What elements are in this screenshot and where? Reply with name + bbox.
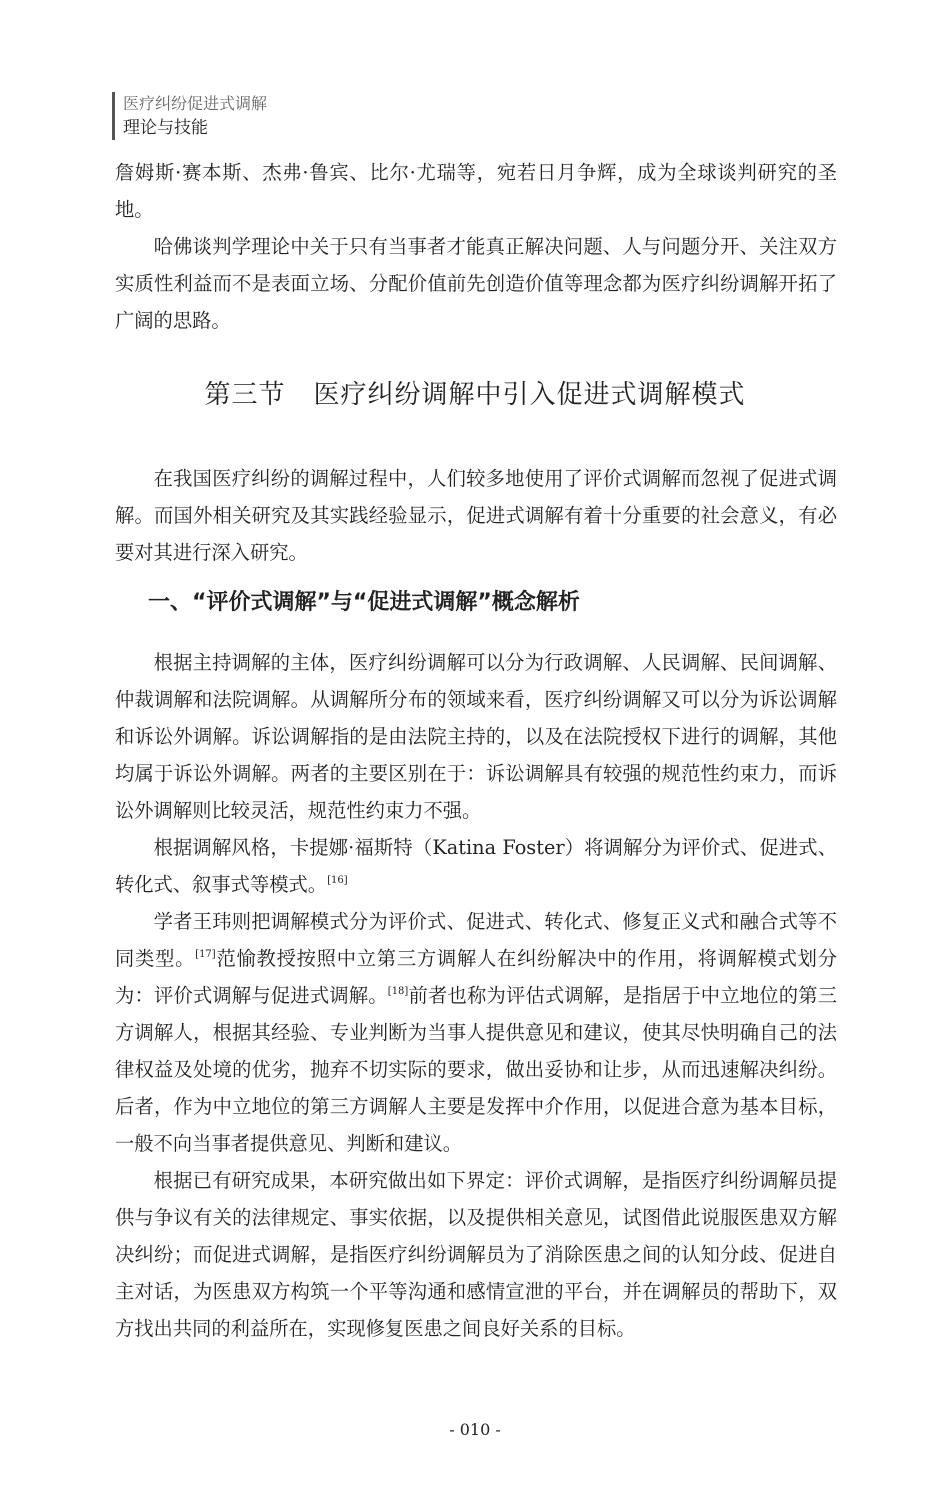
paragraph: 哈佛谈判学理论中关于只有当事者才能真正解决问题、人与问题分开、关注双方实质性利益而不是表面立场、分配价值前先创造价值等理念都为医疗纠纷调解开拓了广阔的思路。 (115, 235, 837, 332)
continued-text (115, 154, 837, 339)
book-subtitle: 理论与技能 (123, 118, 208, 138)
paragraph: 在我国医疗纠纷的调解过程中，人们较多地使用了评价式调解而忽视了促进式调解。而国外相关研究及其实践经验显示，促进式调解有着十分重要的社会意义，有必要对其进行深入研究。 (115, 467, 837, 564)
running-head (112, 92, 267, 140)
paragraph-text: 范愉教授按照中立第三方调解人在纠纷解决中的作用，将调解模式划分为：评价式调解与促进式调解。 (115, 947, 838, 1007)
citation-16: [16] (327, 875, 348, 886)
paragraph: 根据主持调解的主体，医疗纠纷调解可以分为行政调解、人民调解、民间调解、仲裁调解和法院调解。从调解所分布的领域来看，医疗纠纷调解又可以分为诉讼调解和诉讼外调解。诉讼调解指的是由法院主持的，以及在法院授权下进行的调解，其他均属于诉讼外调解。两者的主要区别在于：诉讼调解具有较强的规范性约束力，而诉讼外调解则比较灵活，规范性约束力不强。 (115, 651, 837, 822)
subsection-heading: 一、“评价式调解”与“促进式调解”概念解析 (148, 590, 580, 615)
citation-18: [18] (387, 986, 409, 997)
section-number: 第三节 (204, 380, 286, 410)
section-intro (115, 460, 837, 571)
section-heading (0, 375, 950, 415)
citation-17: [17] (195, 949, 216, 960)
book-title: 医疗纠纷促进式调解 (123, 94, 268, 113)
page-number: - 010 - (449, 1420, 501, 1439)
paragraph: 詹姆斯·赛本斯、杰弗·鲁宾、比尔·尤瑞等，宛若日月争辉，成为全球谈判研究的圣地。 (115, 161, 837, 221)
paragraph: 根据已有研究成果，本研究做出如下界定：评价式调解，是指医疗纠纷调解员提供与争议有关的法律规定、事实依据，以及提供相关意见，试图借此说服医患双方解决纠纷；而促进式调解，是指医疗纠纷调解员为了消除医患之间的认知分歧、促进自主对话，为医患双方构筑一个平等沟通和感情宣泄的平台，并在调解员的帮助下，双方找出共同的利益所在，实现修复医患之间良好关系的目标。 (115, 1169, 837, 1340)
paragraph-text: 前者也称为评估式调解，是指居于中立地位的第三方调解人，根据其经验、专业判断为当事人提供意见和建议，使其尽快明确自己的法律权益及处境的优劣，抛弃不切实际的要求，做出妥协和让步，从而迅速解决纠纷。后者，作为中立地位的第三方调解人主要是发挥中介作用，以促进合意为基本目标，一般不向当事者提供意见、判断和建议。 (115, 984, 838, 1155)
paragraph-text: 学者王玮则把调解模式分为评价式、促进式、转化式、修复正义式和融合式等不同类型。 (115, 910, 837, 970)
body-text (115, 644, 837, 1347)
paragraph-text: 根据调解风格，卡提娜·福斯特（Katina Foster）将调解分为评价式、促进式、转化式、叙事式等模式。 (115, 836, 837, 896)
paragraph (115, 829, 837, 903)
paragraph (115, 903, 837, 1162)
section-title: 医疗纠纷调解中引入促进式调解模式 (313, 380, 746, 410)
